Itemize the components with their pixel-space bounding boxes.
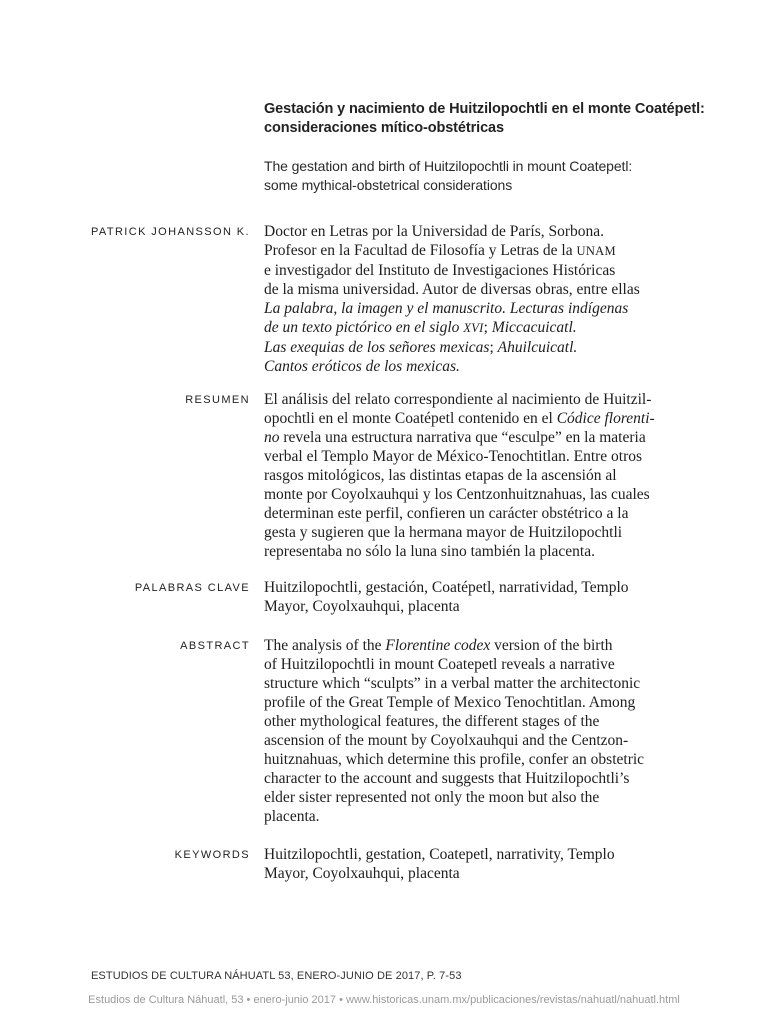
codex-title: no (264, 429, 280, 446)
title-es-line-1: Gestación y nacimiento de Huitzilopochtli en el monte Coatépetl: (264, 101, 705, 117)
article-title-spanish (264, 100, 724, 138)
abstract-line: other mythological features, the different stages of the (264, 713, 600, 730)
resumen-line: gesta y sugieren que la hermana mayor de Huitzilopochtli (264, 524, 623, 541)
book-title: Ahuilcuicatl. (497, 339, 578, 356)
resumen-line: verbal el Templo Mayor de México-Tenochtitlan. Entre otros (264, 448, 643, 465)
abstract-line: ascension of the mount by Coyolxauhqui and the Centzon- (264, 732, 629, 749)
resumen-text-part: opochtli en el monte Coatépetl contenido en el (264, 410, 557, 427)
palabras-clave-line: Huitzilopochtli, gestación, Coatépetl, narratividad, Templo (264, 579, 629, 596)
journal-citation: ESTUDIOS DE CULTURA NÁHUATL 53, ENERO-JUNIO DE 2017, P. 7-53 (91, 970, 462, 982)
article-title-english (264, 157, 724, 195)
bio-line (264, 338, 704, 357)
resumen-line: determinan este perfil, confieren un carácter obstétrico a la (264, 505, 629, 522)
bio-line (264, 241, 704, 261)
resumen-text (264, 390, 704, 561)
abstract-line (264, 636, 704, 655)
resumen-line: El análisis del relato correspondiente al nacimiento de Huitzil- (264, 391, 652, 408)
resumen-line: rasgos mitológicos, las distintas etapas de la ascensión al (264, 467, 617, 484)
resumen-line (264, 428, 704, 447)
author-bio (264, 222, 704, 376)
bio-line (264, 318, 704, 338)
abstract-text (264, 636, 704, 826)
book-title: La palabra, la imagen y el manuscrito. Lecturas indígenas (264, 300, 629, 317)
author-label: PATRICK JOHANSSON K. (90, 226, 250, 238)
palabras-clave-line: Mayor, Coyolxauhqui, placenta (264, 598, 460, 615)
separator: ; (489, 339, 498, 356)
book-title: Miccacuicatl. (491, 319, 577, 336)
abstract-line: character to the account and suggests that Huitzilopochtli’s (264, 770, 630, 787)
bio-line: e investigador del Instituto de Investigaciones Históricas (264, 262, 616, 279)
resumen-line: monte por Coyolxauhqui y los Centzonhuitznahuas, las cuales (264, 486, 650, 503)
keywords-line: Huitzilopochtli, gestation, Coatepetl, narrativity, Templo (264, 846, 615, 863)
footer-web-citation: Estudios de Cultura Náhuatl, 53 • enero-junio 2017 • www.historicas.unam.mx/publicaciones/revistas/nahuatl/nahuatl.html (88, 994, 680, 1006)
book-title: Las exequias de los señores mexicas (264, 339, 490, 356)
abstract-text-part: version of the birth (490, 637, 613, 654)
abstract-label: ABSTRACT (180, 640, 250, 652)
codex-title: Florentine codex (385, 637, 491, 654)
abstract-line: elder sister represented not only the moon but also the (264, 789, 600, 806)
bio-line (264, 357, 704, 376)
book-title: Cantos eróticos de los mexicas. (264, 358, 460, 375)
abstract-line: profile of the Great Temple of Mexico Tenochtitlan. Among (264, 694, 636, 711)
codex-title: Códice florenti- (556, 410, 655, 427)
resumen-line (264, 409, 704, 428)
abstract-line: huitznahuas, which determine this profile, confer an obstetric (264, 751, 645, 768)
abstract-line: structure which “sculpts” in a verbal matter the architectonic (264, 675, 641, 692)
palabras-clave-label: PALABRAS CLAVE (134, 582, 250, 594)
unam-acronym: UNAM (576, 244, 616, 258)
abstract-line: placenta. (264, 808, 320, 825)
abstract-text-part: The analysis of the (264, 637, 386, 654)
century-numeral: XVI (463, 321, 484, 335)
title-es-line-2: consideraciones mítico-obstétricas (264, 120, 504, 136)
abstract-line: of Huitzilopochtli in mount Coatepetl reveals a narrative (264, 656, 615, 673)
title-en-line-2: some mythical-obstetrical considerations (264, 177, 513, 193)
keywords-label: KEYWORDS (174, 849, 250, 861)
separator: ; (483, 319, 492, 336)
resumen-line: representaba no sólo la luna sino también la placenta. (264, 543, 595, 560)
keywords-line: Mayor, Coyolxauhqui, placenta (264, 865, 460, 882)
bio-text: Profesor en la Facultad de Filosofía y Letras de la (264, 242, 577, 259)
title-en-line-1: The gestation and birth of Huitzilopochtli in mount Coatepetl: (264, 158, 633, 174)
resumen-label: RESUMEN (185, 394, 250, 406)
palabras-clave-text (264, 578, 704, 616)
bio-line (264, 299, 704, 318)
bio-line: de la misma universidad. Autor de diversas obras, entre ellas (264, 281, 640, 298)
bio-line: Doctor en Letras por la Universidad de París, Sorbona. (264, 223, 605, 240)
book-title: de un texto pictórico en el siglo (264, 319, 464, 336)
resumen-text-part: revela una estructura narrativa que “esculpe” en la materia (279, 429, 646, 446)
keywords-text (264, 845, 704, 883)
